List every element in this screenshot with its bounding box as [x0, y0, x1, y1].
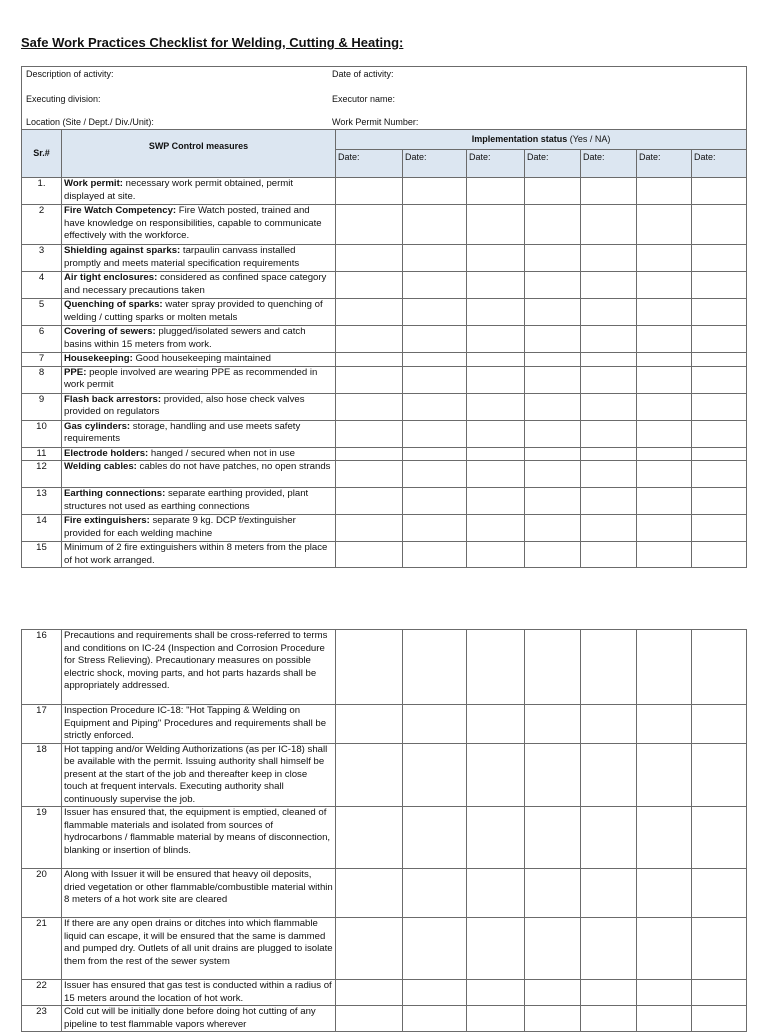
status-cell[interactable] [581, 542, 637, 568]
status-cell[interactable] [467, 542, 525, 568]
measure-title: Housekeeping: [64, 353, 133, 364]
status-cell[interactable] [403, 366, 467, 393]
checklist-table-2 [21, 629, 747, 1032]
date-header-5: Date: [581, 150, 637, 178]
status-cell[interactable] [403, 869, 467, 918]
control-measure [62, 980, 336, 1006]
status-cell[interactable] [336, 705, 403, 744]
checklist-row [22, 245, 747, 272]
status-cell[interactable] [637, 918, 692, 980]
measure-text: Good housekeeping maintained [132, 353, 271, 364]
status-cell[interactable] [336, 515, 403, 542]
status-cell[interactable] [467, 420, 525, 447]
status-cell[interactable] [403, 630, 467, 705]
status-cell[interactable] [692, 205, 747, 245]
row-number: 3 [22, 245, 62, 272]
status-cell[interactable] [581, 461, 637, 488]
status-cell[interactable] [637, 299, 692, 326]
status-cell[interactable] [637, 980, 692, 1006]
checklist-row [22, 447, 747, 461]
measure-title: Electrode holders: [64, 447, 149, 459]
control-measure [62, 366, 336, 393]
control-measure [62, 299, 336, 326]
status-cell[interactable] [637, 488, 692, 515]
measure-title: Air tight enclosures: [64, 272, 158, 283]
status-cell[interactable] [467, 515, 525, 542]
measure-title: Welding cables: [64, 461, 137, 472]
status-cell[interactable] [403, 205, 467, 245]
status-cell[interactable] [525, 488, 581, 515]
status-cell[interactable] [403, 980, 467, 1006]
implementation-options: (Yes / NA) [567, 134, 611, 144]
checklist-row [22, 393, 747, 420]
status-cell[interactable] [336, 299, 403, 326]
status-cell[interactable] [637, 705, 692, 744]
control-measure [62, 515, 336, 542]
status-cell[interactable] [336, 807, 403, 869]
status-cell[interactable] [692, 178, 747, 205]
control-measure [62, 488, 336, 515]
row-number: 15 [22, 542, 62, 568]
measure-text: Hot tapping and/or Welding Authorizations (as per IC-18) shall be available with the permit. Issuing authority shall himself be present at the start of the job and thereafter keep in close touch at frequent intervals. Executing authority shall continuously supervise the job. [64, 743, 328, 805]
status-cell[interactable] [336, 461, 403, 488]
status-cell[interactable] [467, 272, 525, 299]
status-cell[interactable] [692, 366, 747, 393]
status-cell[interactable] [403, 353, 467, 367]
status-cell[interactable] [692, 393, 747, 420]
checklist-row [22, 178, 747, 205]
status-cell[interactable] [581, 488, 637, 515]
status-cell[interactable] [525, 326, 581, 353]
status-cell[interactable] [692, 980, 747, 1006]
status-cell[interactable] [581, 420, 637, 447]
status-cell[interactable] [336, 245, 403, 272]
measure-text: cables do not have patches, no open strands [136, 461, 331, 472]
status-cell[interactable] [525, 299, 581, 326]
status-cell[interactable] [637, 353, 692, 367]
status-cell[interactable] [637, 743, 692, 807]
checklist-row [22, 515, 747, 542]
row-number: 14 [22, 515, 62, 542]
status-cell[interactable] [637, 542, 692, 568]
checklist-row [22, 299, 747, 326]
status-cell[interactable] [581, 299, 637, 326]
status-cell[interactable] [692, 515, 747, 542]
status-cell[interactable] [525, 353, 581, 367]
status-cell[interactable] [525, 980, 581, 1006]
measure-title: Fire Watch Competency: [64, 205, 177, 216]
division-label: Executing division: [26, 94, 101, 104]
status-cell[interactable] [581, 705, 637, 744]
status-cell[interactable] [581, 743, 637, 807]
row-number: 16 [22, 630, 62, 705]
control-measure [62, 743, 336, 807]
measure-title: Shielding against sparks: [64, 245, 181, 256]
checklist-row [22, 205, 747, 245]
status-cell[interactable] [581, 272, 637, 299]
row-number: 7 [22, 353, 62, 367]
status-cell[interactable] [403, 178, 467, 205]
measures-header: SWP Control measures [62, 130, 336, 178]
control-measure [62, 705, 336, 744]
status-cell[interactable] [692, 447, 747, 461]
control-measure [62, 461, 336, 488]
status-cell[interactable] [336, 272, 403, 299]
measure-text: Along with Issuer it will be ensured that heavy oil deposits, dried vegetation or other flammable/combustible material within 8 meters of a hot work site are cleared [64, 869, 333, 905]
measure-title: Covering of sewers: [64, 326, 156, 337]
status-cell[interactable] [637, 366, 692, 393]
status-cell[interactable] [581, 353, 637, 367]
status-cell[interactable] [692, 461, 747, 488]
status-cell[interactable] [403, 1006, 467, 1032]
status-cell[interactable] [581, 393, 637, 420]
row-number: 12 [22, 461, 62, 488]
control-measure [62, 447, 336, 461]
row-number: 10 [22, 420, 62, 447]
status-cell[interactable] [336, 326, 403, 353]
row-number: 19 [22, 807, 62, 869]
status-cell[interactable] [525, 420, 581, 447]
date-header-3: Date: [467, 150, 525, 178]
status-cell[interactable] [403, 461, 467, 488]
row-number: 5 [22, 299, 62, 326]
status-cell[interactable] [336, 447, 403, 461]
status-cell[interactable] [336, 205, 403, 245]
status-cell[interactable] [336, 420, 403, 447]
status-cell[interactable] [467, 393, 525, 420]
status-cell[interactable] [692, 272, 747, 299]
status-cell[interactable] [403, 705, 467, 744]
measure-text: hanged / secured when not in use [148, 447, 295, 459]
status-cell[interactable] [525, 515, 581, 542]
date-header-4: Date: [525, 150, 581, 178]
status-cell[interactable] [467, 366, 525, 393]
measure-text: plugged/isolated sewers and catch basins within 15 meters from work. [64, 326, 306, 350]
control-measure [62, 1006, 336, 1032]
status-cell[interactable] [637, 807, 692, 869]
status-cell[interactable] [525, 178, 581, 205]
measure-title: Fire extinguishers: [64, 515, 150, 526]
status-cell[interactable] [467, 488, 525, 515]
checklist-row [22, 461, 747, 488]
checklist-row [22, 1006, 747, 1032]
status-cell[interactable] [403, 918, 467, 980]
status-cell[interactable] [637, 461, 692, 488]
checklist-row [22, 918, 747, 980]
status-cell[interactable] [336, 488, 403, 515]
measure-text: people involved are wearing PPE as recommended in work permit [64, 366, 318, 390]
checklist-row [22, 542, 747, 568]
status-cell[interactable] [692, 1006, 747, 1032]
status-cell[interactable] [692, 542, 747, 568]
measure-text: provided, also hose check valves provided on regulators [64, 393, 305, 417]
status-cell[interactable] [336, 1006, 403, 1032]
control-measure [62, 272, 336, 299]
status-cell[interactable] [637, 447, 692, 461]
status-cell[interactable] [692, 326, 747, 353]
status-cell[interactable] [336, 980, 403, 1006]
status-cell[interactable] [581, 1006, 637, 1032]
status-cell[interactable] [692, 918, 747, 980]
control-measure [62, 326, 336, 353]
status-cell[interactable] [336, 178, 403, 205]
control-measure [62, 869, 336, 918]
status-cell[interactable] [403, 743, 467, 807]
row-number: 4 [22, 272, 62, 299]
location-label: Location (Site / Dept./ Div./Unit): [26, 117, 154, 127]
control-measure [62, 205, 336, 245]
status-cell[interactable] [336, 918, 403, 980]
sr-header: Sr.# [22, 130, 62, 178]
status-cell[interactable] [403, 488, 467, 515]
row-number: 8 [22, 366, 62, 393]
status-cell[interactable] [581, 447, 637, 461]
status-cell[interactable] [467, 743, 525, 807]
status-cell[interactable] [467, 461, 525, 488]
status-cell[interactable] [637, 178, 692, 205]
status-cell[interactable] [692, 630, 747, 705]
measure-title: Gas cylinders: [64, 420, 131, 432]
status-cell[interactable] [403, 393, 467, 420]
control-measure [62, 178, 336, 205]
control-measure [62, 353, 336, 367]
status-cell[interactable] [692, 869, 747, 918]
row-number: 17 [22, 705, 62, 744]
status-cell[interactable] [467, 1006, 525, 1032]
status-cell[interactable] [525, 807, 581, 869]
status-cell[interactable] [525, 245, 581, 272]
implementation-header [336, 130, 747, 150]
checklist-table-1 [21, 129, 747, 568]
status-cell[interactable] [637, 515, 692, 542]
status-cell[interactable] [581, 205, 637, 245]
checklist-row [22, 420, 747, 447]
status-cell[interactable] [336, 353, 403, 367]
status-cell[interactable] [336, 630, 403, 705]
status-cell[interactable] [525, 205, 581, 245]
status-cell[interactable] [336, 869, 403, 918]
measure-text: If there are any open drains or ditches into which flammable liquid can escape, it will be ensured that the same is dammed and pumped dry. Outlets of all unit drains are plugged to isolate them from the rest of the sewer system [64, 918, 333, 967]
control-measure [62, 630, 336, 705]
status-cell[interactable] [525, 869, 581, 918]
measure-text: separate 9 kg. DCP f/extinguisher provided for each welding machine [64, 515, 296, 539]
status-cell[interactable] [525, 918, 581, 980]
status-cell[interactable] [692, 807, 747, 869]
status-cell[interactable] [525, 542, 581, 568]
row-number: 23 [22, 1006, 62, 1032]
status-cell[interactable] [692, 705, 747, 744]
status-cell[interactable] [637, 630, 692, 705]
row-number: 22 [22, 980, 62, 1006]
row-number: 6 [22, 326, 62, 353]
measure-text: Cold cut will be initially done before doing hot cutting of any pipeline to test flammable vapors wherever [64, 1006, 316, 1030]
status-cell[interactable] [525, 447, 581, 461]
checklist-row [22, 743, 747, 807]
row-number: 13 [22, 488, 62, 515]
control-measure [62, 420, 336, 447]
row-number: 9 [22, 393, 62, 420]
status-cell[interactable] [637, 272, 692, 299]
status-cell[interactable] [525, 743, 581, 807]
date-label: Date of activity: [332, 69, 394, 79]
row-number: 11 [22, 447, 62, 461]
status-cell[interactable] [525, 461, 581, 488]
status-cell[interactable] [581, 515, 637, 542]
status-cell[interactable] [637, 869, 692, 918]
status-cell[interactable] [637, 326, 692, 353]
checklist-row [22, 366, 747, 393]
date-header-7: Date: [692, 150, 747, 178]
date-header-1: Date: [336, 150, 403, 178]
status-cell[interactable] [467, 299, 525, 326]
measure-title: Quenching of sparks: [64, 299, 163, 310]
status-cell[interactable] [581, 918, 637, 980]
status-cell[interactable] [637, 420, 692, 447]
status-cell[interactable] [403, 807, 467, 869]
status-cell[interactable] [467, 918, 525, 980]
checklist-row [22, 980, 747, 1006]
status-cell[interactable] [467, 326, 525, 353]
status-cell[interactable] [336, 743, 403, 807]
control-measure [62, 542, 336, 568]
status-cell[interactable] [692, 299, 747, 326]
date-header-6: Date: [637, 150, 692, 178]
checklist-row [22, 630, 747, 705]
status-cell[interactable] [403, 515, 467, 542]
status-cell[interactable] [403, 420, 467, 447]
status-cell[interactable] [692, 245, 747, 272]
description-label: Description of activity: [26, 69, 114, 79]
measure-text: Minimum of 2 fire extinguishers within 8 meters from the place of hot work arranged. [64, 542, 328, 566]
measure-text: Issuer has ensured that, the equipment is emptied, cleaned of flammable materials and isolated from sources of hydrocarbons / flammable material by means of disconnection, blanking or insertion of blinds. [64, 807, 331, 856]
status-cell[interactable] [581, 245, 637, 272]
status-cell[interactable] [581, 980, 637, 1006]
row-number: 2 [22, 205, 62, 245]
measure-text: separate earthing provided, plant structures not used as earthing connections [64, 488, 309, 512]
status-cell[interactable] [692, 420, 747, 447]
row-number: 20 [22, 869, 62, 918]
status-cell[interactable] [403, 245, 467, 272]
measure-text: Fire Watch posted, trained and have knowledge on responsibilities, capable to communicate effectively with the workforce. [64, 205, 322, 241]
status-cell[interactable] [403, 447, 467, 461]
measure-title: Flash back arrestors: [64, 393, 162, 405]
checklist-row [22, 488, 747, 515]
status-cell[interactable] [637, 393, 692, 420]
date-header-2: Date: [403, 150, 467, 178]
implementation-label: Implementation status [471, 134, 568, 144]
checklist-row [22, 705, 747, 744]
measure-text: considered as confined space category and necessary precautions taken [64, 272, 327, 296]
executor-label: Executor name: [332, 94, 396, 104]
status-cell[interactable] [467, 705, 525, 744]
status-cell[interactable] [581, 807, 637, 869]
status-cell[interactable] [692, 488, 747, 515]
control-measure [62, 807, 336, 869]
status-cell[interactable] [467, 630, 525, 705]
status-cell[interactable] [403, 299, 467, 326]
measure-text: Issuer has ensured that gas test is conducted within a radius of 15 meters around the location of hot work. [64, 980, 332, 1004]
row-number: 18 [22, 743, 62, 807]
status-cell[interactable] [525, 393, 581, 420]
status-cell[interactable] [637, 205, 692, 245]
measure-text: storage, handling and use meets safety requirements [64, 420, 301, 444]
row-number: 21 [22, 918, 62, 980]
status-cell[interactable] [581, 178, 637, 205]
measure-text: tarpaulin canvass installed promptly and meets material specification requirements [64, 245, 300, 269]
permit-number-label: Work Permit Number: [332, 117, 419, 127]
status-cell[interactable] [581, 326, 637, 353]
checklist-row [22, 326, 747, 353]
measure-text: water spray provided to quenching of welding / cutting sparks or molten metals [64, 299, 323, 323]
status-cell[interactable] [692, 743, 747, 807]
status-cell[interactable] [467, 447, 525, 461]
control-measure [62, 918, 336, 980]
measure-title: Work permit: [64, 178, 123, 189]
checklist-row [22, 353, 747, 367]
status-cell[interactable] [525, 366, 581, 393]
status-cell[interactable] [467, 869, 525, 918]
status-cell[interactable] [403, 542, 467, 568]
status-cell[interactable] [403, 272, 467, 299]
status-cell[interactable] [467, 353, 525, 367]
measure-title: PPE: [64, 366, 87, 378]
status-cell[interactable] [467, 245, 525, 272]
measure-text: Inspection Procedure IC-18: "Hot Tapping & Welding on Equipment and Piping" Procedures and requirements shall be strictly enforced. [64, 705, 327, 741]
activity-info-block [21, 66, 747, 130]
status-cell[interactable] [467, 205, 525, 245]
status-cell[interactable] [581, 366, 637, 393]
status-cell[interactable] [525, 705, 581, 744]
status-cell[interactable] [336, 542, 403, 568]
status-cell[interactable] [467, 178, 525, 205]
checklist-row [22, 272, 747, 299]
status-cell[interactable] [581, 869, 637, 918]
status-cell[interactable] [525, 1006, 581, 1032]
status-cell[interactable] [692, 353, 747, 367]
status-cell[interactable] [336, 366, 403, 393]
measure-text: necessary work permit obtained, permit displayed at site. [64, 178, 294, 202]
checklist-row [22, 807, 747, 869]
page-title: Safe Work Practices Checklist for Welding, Cutting & Heating: [21, 35, 404, 50]
status-cell[interactable] [403, 326, 467, 353]
status-cell[interactable] [637, 1006, 692, 1032]
status-cell[interactable] [525, 272, 581, 299]
checklist-row [22, 869, 747, 918]
status-cell[interactable] [637, 245, 692, 272]
status-cell[interactable] [467, 807, 525, 869]
status-cell[interactable] [336, 393, 403, 420]
status-cell[interactable] [525, 630, 581, 705]
status-cell[interactable] [581, 630, 637, 705]
status-cell[interactable] [467, 980, 525, 1006]
measure-title: Earthing connections: [64, 488, 166, 499]
row-number: 1. [22, 178, 62, 205]
control-measure [62, 393, 336, 420]
control-measure [62, 245, 336, 272]
measure-text: Precautions and requirements shall be cross-referred to terms and conditions on IC-24 (Inspection and Corrosion Procedure for Stress Relieving). Precautionary measures on possible electric shock, moving parts, and hot parts hazards shall be appropriately addressed. [64, 630, 328, 691]
